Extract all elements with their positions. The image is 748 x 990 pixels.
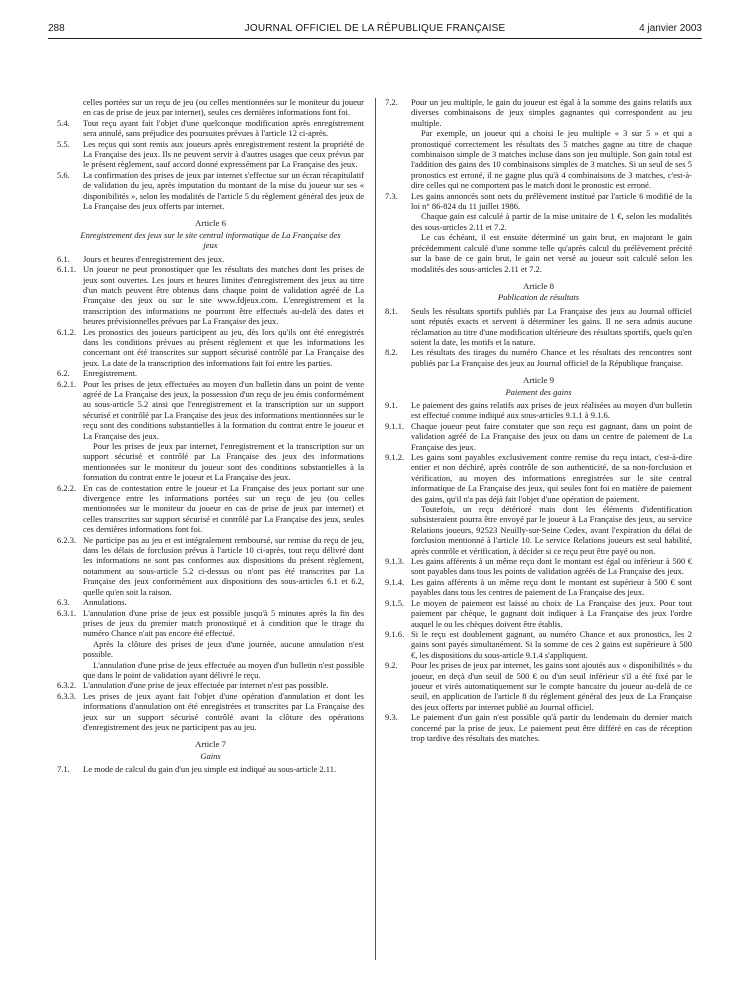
numbered-paragraph xyxy=(385,556,692,577)
paragraph-text: Un joueur ne peut pronostiquer que les résultats des matches dont les prises de jeux sont ouvertes. Les jours et heures limites d'enregistrement des jeux au titre d'un match peuvent être obtenus dans chaque point de validation agréé de La Française des jeux ou sur le site www.fdjeux.com. L'enregistrement et la transcription des informations ne pourront être effectués au-delà des dates et heures prévisionnelles prévues par La Française des jeux. xyxy=(83,264,364,327)
continuation-paragraph: Le cas échéant, il est ensuite déterminé un gain brut, en majorant le gain précédemment calculé d'une somme telle qu'après calcul du prélèvement précité sur la base de ce gain brut, le gain net versé au joueur soit calculé selon les modalités des sous-articles 2.11 et 7.2. xyxy=(411,232,692,274)
numbered-paragraph xyxy=(57,170,364,212)
paragraph-text: Pour les prises de jeux par internet, les gains sont ajoutés aux « disponibilités » du joueur, en deçà d'un seuil de 500 € ou d'un seuil inférieur s'il a été fixé par le joueur et virés automatiquement sur le compte bancaire du joueur au-delà de ce seuil, en application de l'article 8 du règlement général des jeux de La Française des jeux offerts par internet publié au Journal officiel. xyxy=(411,660,692,712)
paragraph-number: 6.1.2. xyxy=(57,326,77,337)
article-heading: Article 6 xyxy=(194,218,227,229)
paragraph-number: 6.3.3. xyxy=(57,690,77,701)
paragraph-number: 6.2.1. xyxy=(57,378,77,389)
numbered-paragraph xyxy=(57,368,364,378)
numbered-paragraph xyxy=(385,97,692,128)
paragraph-number: 9.1.6. xyxy=(385,628,405,639)
numbered-paragraph xyxy=(57,691,364,733)
continuation-paragraph: Par exemple, un joueur qui a choisi le jeu multiple « 3 sur 5 » et qui a pronostiqué correctement les résultats des 5 matches gagne au titre de chaque combinaison simple de 3 matches incluse dans son jeu multiple. Son gain total est l'addition des gains des 10 combinaisons simples de 3 matches. Si un seul de ses 5 pronostics est erroné, il ne gagne plus qu'à 4 combinaisons de 3 matches, c'est-à-dire celles qui ne comportent pas le match dont le pronostic est erroné. xyxy=(411,128,692,191)
numbered-paragraph xyxy=(385,598,692,629)
numbered-paragraph xyxy=(385,191,692,212)
article-heading: Article 7 xyxy=(194,739,227,750)
continuation-paragraph: L'annulation d'une prise de jeux effectuée au moyen d'un bulletin n'est possible que dans le point de validation ayant délivré le reçu. xyxy=(83,659,364,680)
article-subtitle: Paiement des gains xyxy=(505,386,572,397)
paragraph-text: Annulations. xyxy=(83,597,127,608)
column-divider xyxy=(375,98,376,960)
paragraph-number: 6.3.2. xyxy=(57,680,77,691)
numbered-paragraph xyxy=(57,139,364,170)
left-column xyxy=(57,97,364,775)
paragraph-text: L'annulation d'une prise de jeux effectuée par internet n'est pas possible. xyxy=(83,680,329,691)
page-header xyxy=(48,23,702,39)
paragraph-text: Seuls les résultats sportifs publiés par La Française des jeux au Journal officiel sont réputés exacts et servent à déterminer les gains. Il ne sera admis aucune réclamation au titre d'une modification ultérieure des résultats sportifs, quels qu'en soient la date, les motifs et la nature. xyxy=(411,305,692,347)
article-subtitle: Gains xyxy=(200,750,221,761)
paragraph-number: 7.2. xyxy=(385,97,398,107)
paragraph-number: 9.1.1. xyxy=(385,420,405,431)
paragraph-text: L'annulation d'une prise de jeux est possible jusqu'à 5 minutes après la fin des prises de jeux du premier match pronostiqué et à condition que le tirage du numéro Chance n'ait pas encore été effectué. xyxy=(83,607,364,639)
numbered-paragraph xyxy=(385,629,692,660)
paragraph-text: Les gains afférents à un même reçu dont le montant est égal ou inférieur à 500 € sont payables dans tous les points de validation agréés de La Française des jeux. xyxy=(411,556,692,577)
paragraph-text: Le paiement d'un gain n'est possible qu'à partir du lendemain du dernier match concerné par la prise de jeux. Le paiement peut être différé en cas de réception trop tardive des résultats des matches. xyxy=(411,712,692,743)
paragraph-number: 6.2.2. xyxy=(57,482,77,493)
carried-over-text: celles portées sur un reçu de jeu (ou celles mentionnées sur le moniteur du joueur en cas de prise de jeux par internet), seules ces dernières informations font foi. xyxy=(83,97,364,118)
paragraph-text: Tout reçu ayant fait l'objet d'une quelconque modification après enregistrement sera annulé, sans préjudice des poursuites prévues à l'article 12 ci-après. xyxy=(83,117,364,139)
paragraph-number: 6.1.1. xyxy=(57,264,77,275)
paragraph-text: Les gains sont payables exclusivement contre remise du reçu intact, c'est-à-dire entier et non déchiré, après contrôle de son authenticité, de sa non-forclusion et vérification, au moyen des informations enregistrées sur le site central informatique de La Française des jeux, qui seules font foi en matière de paiement des gains, qu'il n'a pas déjà fait l'objet d'une opération de paiement. xyxy=(411,452,692,504)
numbered-paragraph xyxy=(57,254,364,264)
continuation-paragraph: Toutefois, un reçu détérioré mais dont les éléments d'identification subsisteraient pourra être envoyé par le joueur à La Française des jeux, au service Relations joueurs, 92523 Neuilly-sur-Seine Cedex, avant l'expiration du délai de forclusion mentionné à l'article 10. Le service Relations joueurs est seul habilité, après contrôle et vérification, à décider si ce reçu peut être payé ou non. xyxy=(411,504,692,556)
numbered-paragraph xyxy=(57,379,364,441)
numbered-paragraph xyxy=(57,483,364,535)
paragraph-text: Le paiement des gains relatifs aux prises de jeux réalisées au moyen d'un bulletin est effectué comme indiqué aux sous-articles 9.1.1 à 9.1.6. xyxy=(411,399,692,421)
numbered-paragraph xyxy=(57,764,364,774)
paragraph-number: 9.1.4. xyxy=(385,576,405,587)
numbered-paragraph xyxy=(57,264,364,326)
header-rule xyxy=(48,38,702,39)
paragraph-text: Le moyen de paiement est laissé au choix de La Française des jeux. Pour tout paiement par chèque, le gagnant doit indiquer à La Française des jeux l'ordre auquel le ou les chèques doivent être établis. xyxy=(411,597,692,629)
paragraph-number: 6.3.1. xyxy=(57,607,77,618)
paragraph-number: 9.2. xyxy=(385,660,398,671)
numbered-paragraph xyxy=(57,118,364,139)
paragraph-text: Les pronostics des joueurs participent au jeu, dès lors qu'ils ont été enregistrés dans les conditions prévues au présent règlement et que les informations les concernant ont été transcrites sur support sécurisé contrôlé par La Française des jeux. La date de la transcription des informations fait foi entre les parties. xyxy=(83,326,364,368)
article-subtitle: Enregistrement des jeux sur le site central informatique de La Française des jeux xyxy=(80,229,341,251)
paragraph-text: Les résultats des tirages du numéro Chance et les résultats des rencontres sont publiés par La Française des jeux au Journal officiel de la République française. xyxy=(411,347,692,368)
paragraph-text: Les prises de jeux ayant fait l'objet d'une opération d'annulation et dont les informations d'annulation ont été enregistrées et transcrites par La Française des jeux sur un support sécurisé contrôlé avant la clôture des opérations d'enregistrement des jeux ne participent pas au jeu. xyxy=(83,690,364,732)
paragraph-text: Les reçus qui sont remis aux joueurs après enregistrement restent la propriété de La Française des jeux. Ils ne peuvent servir à d'autres usages que ceux prévus par le présent règlement, sauf accord donné expressément par La Française des jeux. xyxy=(83,138,364,170)
paragraph-number: 9.1.2. xyxy=(385,452,405,462)
numbered-paragraph xyxy=(57,680,364,690)
paragraph-text: Ne participe pas au jeu et est intégralement remboursé, sur remise du reçu de jeu, dans les délais de forclusion prévus à l'article 10 ci-après, tout reçu délivré dont les informations ne sont pas conformes aux dispositions du présent règlement, notamment au sous-article 5.2 ci-dessus ou n'ont pas été transcrites par La Française des jeux conformément aux dispositions des sous-articles 6.1 et 6.2, quelle qu'en soit la raison. xyxy=(83,534,364,597)
paragraph-number: 5.4. xyxy=(57,117,70,128)
numbered-paragraph xyxy=(385,421,692,452)
paragraph-text: Les gains annoncés sont nets du prélèvement institué par l'article 6 modifié de la loi n° 86-824 du 11 juillet 1986. xyxy=(411,190,692,212)
article-subtitle: Publication de résultats xyxy=(497,292,580,303)
issue-date: 4 janvier 2003 xyxy=(639,23,702,34)
numbered-paragraph xyxy=(57,608,364,639)
numbered-paragraph xyxy=(385,660,692,712)
paragraph-text: Enregistrement. xyxy=(83,368,138,379)
numbered-paragraph xyxy=(57,535,364,597)
paragraph-text: Les gains afférents à un même reçu dont le montant est supérieur à 500 € sont payables dans tous les centres de paiement de La Française des jeux. xyxy=(411,576,692,598)
continuation-paragraph: Chaque gain est calculé à partir de la mise unitaire de 1 €, selon les modalités des sous-articles 2.11 et 7.2. xyxy=(411,211,692,232)
paragraph-number: 7.3. xyxy=(385,190,398,201)
paragraph-number: 5.5. xyxy=(57,138,70,149)
right-column xyxy=(385,97,692,743)
paragraph-number: 6.2.3. xyxy=(57,534,77,545)
paragraph-number: 9.1. xyxy=(385,399,398,410)
page-number: 288 xyxy=(48,23,65,34)
paragraph-text: Si le reçu est doublement gagnant, au numéro Chance et aux pronostics, les 2 gains sont payés simultanément. Si la somme de ces 2 gains est supérieure à 500 €, les dispositions du sous-article 9.1.4 s'appliquent. xyxy=(411,628,692,660)
continuation-paragraph: Après la clôture des prises de jeux d'une journée, aucune annulation n'est possible. xyxy=(83,638,364,660)
paragraph-number: 9.3. xyxy=(385,712,398,723)
numbered-paragraph xyxy=(385,712,692,743)
numbered-paragraph xyxy=(385,347,692,368)
numbered-paragraph xyxy=(57,327,364,369)
numbered-paragraph xyxy=(385,577,692,598)
paragraph-number: 6.1. xyxy=(57,253,70,264)
paragraph-text: Pour les prises de jeux effectuées au moyen d'un bulletin dans un point de vente agréé de La Française des jeux, la possession d'un reçu de jeu émis conformément au sous-article 5.2 ainsi que l'enregistrement et la transcription sur un support sécurisé et contrôlé par La Française des jeux des informations mentionnées sur le reçu sont des conditions substantielles à la formation du contrat entre le joueur et La Française des jeux. xyxy=(83,378,364,441)
numbered-paragraph xyxy=(385,400,692,421)
journal-title: JOURNAL OFFICIEL DE LA RÉPUBLIQUE FRANÇAISE xyxy=(244,23,506,34)
paragraph-number: 9.1.5. xyxy=(385,597,405,608)
continuation-paragraph: Pour les prises de jeux par internet, l'enregistrement et la transcription sur un support sécurisé et contrôlé par La Française des jeux des informations mentionnées sur le moniteur du joueur sont des conditions substantielles à la formation du contrat entre le joueur et La Française des jeux. xyxy=(83,441,364,483)
article-heading: Article 8 xyxy=(522,280,555,291)
paragraph-text: Chaque joueur peut faire constater que son reçu est gagnant, dans un point de validation agréé de La Française des jeux ou dans un centre de paiement de La Française des jeux. xyxy=(411,420,692,452)
paragraph-number: 8.2. xyxy=(385,347,398,358)
paragraph-number: 7.1. xyxy=(57,764,70,775)
paragraph-number: 5.6. xyxy=(57,169,70,180)
article-heading: Article 9 xyxy=(522,375,555,386)
paragraph-number: 9.1.3. xyxy=(385,556,405,567)
paragraph-number: 8.1. xyxy=(385,305,398,316)
paragraph-text: En cas de contestation entre le joueur et La Française des jeux portant sur une divergence entre les informations portées sur un reçu de jeu (ou celles mentionnées sur le moniteur du joueur en cas de prise de jeux par internet) et celles transcrites sur support sécurisé et contrôlé par La Française des jeux, seules ces dernières informations font foi. xyxy=(83,482,364,535)
numbered-paragraph xyxy=(57,597,364,607)
paragraph-number: 6.3. xyxy=(57,597,70,608)
numbered-paragraph xyxy=(385,452,692,504)
paragraph-text: Le mode de calcul du gain d'un jeu simple est indiqué au sous-article 2.11. xyxy=(83,764,337,775)
numbered-paragraph xyxy=(385,306,692,348)
paragraph-text: Jours et heures d'enregistrement des jeux. xyxy=(83,253,225,264)
paragraph-number: 6.2. xyxy=(57,368,70,379)
paragraph-text: La confirmation des prises de jeux par internet s'effectue sur un écran récapitulatif de validation du jeu, après imputation du montant de la mise du joueur sur ses « disponibilités », selon les modalités de l'article 5 du règlement général des jeux de La Française des jeux offerts par internet. xyxy=(83,169,364,212)
paragraph-text: Pour un jeu multiple, le gain du joueur est égal à la somme des gains relatifs aux diverses combinaisons de jeux simples gagnantes qui correspondent au jeu multiple. xyxy=(411,97,692,128)
